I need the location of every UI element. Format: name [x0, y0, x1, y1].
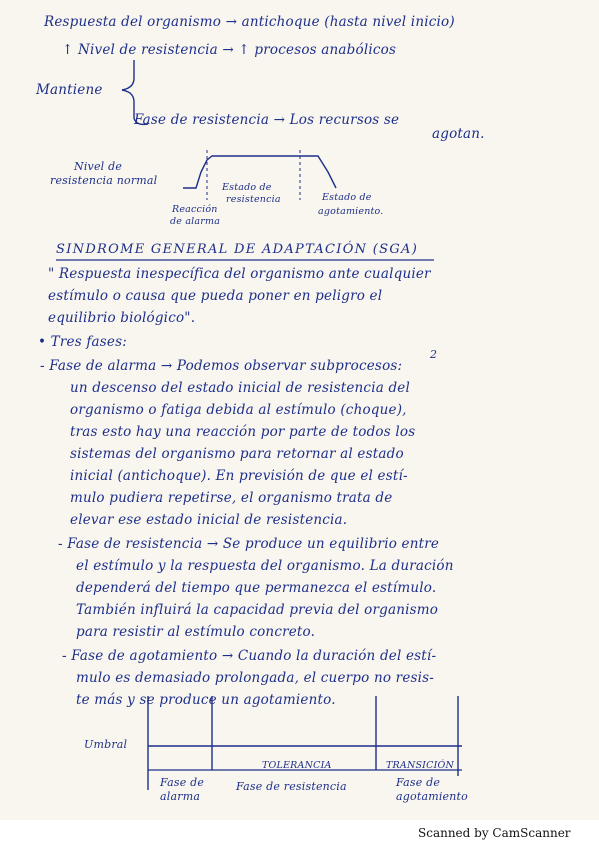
- alarma-line-4: tras esto hay una reacción por parte de todos los: [70, 424, 416, 440]
- graph2-fase-alarma-b: alarma: [160, 790, 201, 803]
- graph2-umbral: Umbral: [84, 738, 128, 751]
- note-mantiene: Mantiene: [36, 82, 103, 98]
- graph1-estado-ago-b: agotamiento.: [318, 206, 384, 217]
- graph2-fase-resistencia: Fase de resistencia: [236, 780, 347, 793]
- note-fase-resistencia: Fase de resistencia → Los recursos se: [134, 112, 400, 128]
- resistencia-line-4: También influirá la capacidad previa del organismo: [76, 602, 439, 618]
- resistencia-line-1: - Fase de resistencia → Se produce un equilibrio entre: [58, 536, 440, 552]
- graph2-transicion: TRANSICIÓN: [386, 760, 455, 771]
- graph2-fase-ago-a: Fase de: [396, 776, 441, 789]
- note-agotan: agotan.: [432, 126, 485, 142]
- agotamiento-line-2: mulo es demasiado prolongada, el cuerpo no resis-: [76, 670, 435, 686]
- resistencia-line-5: para resistir al estímulo concreto.: [76, 624, 316, 640]
- sga-title: SINDROME GENERAL DE ADAPTACIÓN (SGA): [56, 242, 419, 257]
- alarma-line-3: organismo o fatiga debida al estímulo (choque),: [70, 402, 407, 418]
- graph1-estado-res-a: Estado de: [222, 182, 272, 193]
- note-line-respuesta: Respuesta del organismo → antichoque (hasta nivel inicio): [44, 14, 455, 30]
- graph1-nivel: Nivel de: [74, 160, 123, 173]
- alarma-line-6: inicial (antichoque). En previsión de que el estí-: [70, 468, 408, 484]
- graph2-fase-ago-b: agotamiento: [396, 790, 468, 803]
- alarma-line-2: un descenso del estado inicial de resistencia del: [70, 380, 411, 396]
- alarma-sub-number: 2: [430, 348, 438, 361]
- sga-def-2: estímulo o causa que pueda poner en peligro el: [48, 288, 383, 304]
- alarma-line-7: mulo pudiera repetirse, el organismo trata de: [70, 490, 393, 506]
- graph1-resistencia-normal: resistencia normal: [50, 174, 158, 187]
- sga-def-1: " Respuesta inespecífica del organismo ante cualquier: [48, 266, 431, 282]
- alarma-line-1: - Fase de alarma → Podemos observar subprocesos:: [40, 358, 403, 374]
- graph2-fase-alarma-a: Fase de: [160, 776, 205, 789]
- agotamiento-line-1: - Fase de agotamiento → Cuando la duración del estí-: [62, 648, 437, 664]
- alarma-line-8: elevar ese estado inicial de resistencia.: [70, 512, 348, 528]
- mantiene-brace: [122, 60, 148, 124]
- graph1-estado-res-b: resistencia: [226, 194, 281, 205]
- agotamiento-line-3: te más y se produce un agotamiento.: [76, 692, 336, 708]
- alarma-line-5: sistemas del organismo para retornar al estado: [70, 446, 404, 462]
- graph1-de-alarma: de alarma: [170, 216, 221, 227]
- camscanner-watermark: Scanned by CamScanner: [418, 826, 571, 840]
- sga-def-3: equilibrio biológico".: [48, 310, 196, 326]
- graph1-estado-ago-a: Estado de: [322, 192, 372, 203]
- graph1-reaccion: Reacción: [172, 204, 218, 215]
- note-line-nivel: ↑ Nivel de resistencia → ↑ procesos anabólicos: [62, 42, 397, 58]
- resistencia-line-3: dependerá del tiempo que permanezca el estímulo.: [76, 580, 437, 596]
- sga-tres-fases: • Tres fases:: [38, 334, 127, 350]
- resistencia-line-2: el estímulo y la respuesta del organismo. La duración: [76, 558, 454, 574]
- graph2-tolerancia: TOLERANCIA: [262, 760, 332, 771]
